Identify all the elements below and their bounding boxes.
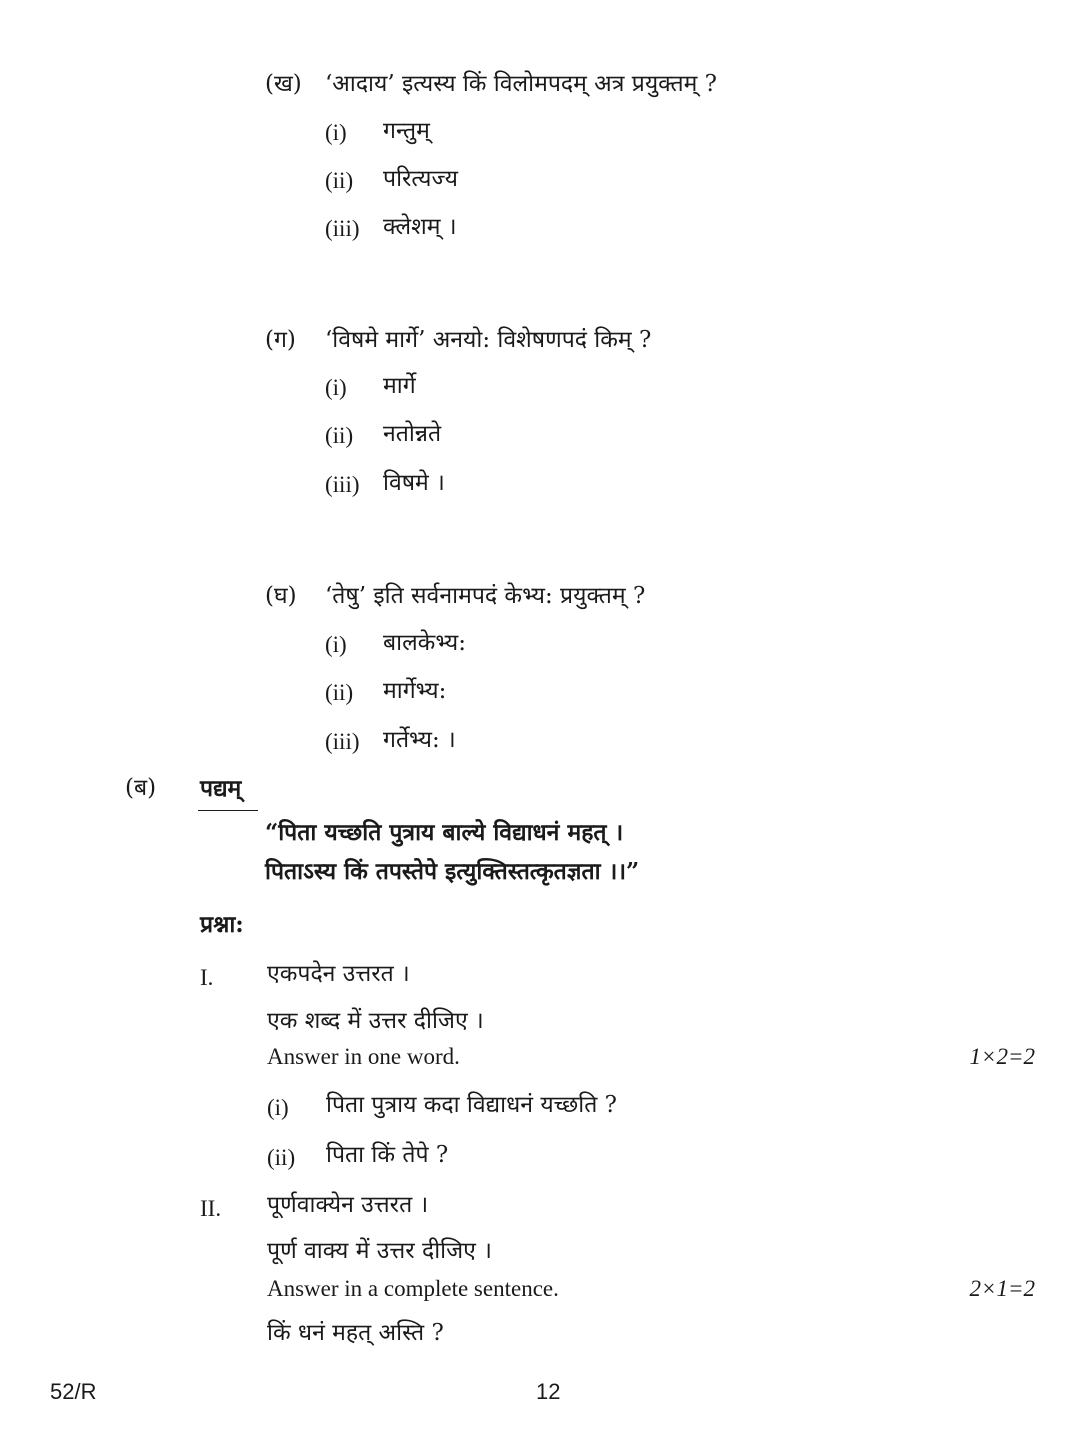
verse-line-1: “पिता यच्छति पुत्राय बाल्ये विद्याधनं महत् । [265, 819, 624, 846]
verse-line-2: पिताऽस्य किं तपस्तेपे इत्युक्तिस्तत्कृतज्ञता ।।” [265, 858, 640, 885]
question-gha-option-3-label: (iii) [325, 729, 360, 754]
question-kha-option-3-label: (iii) [325, 216, 360, 241]
question-kha-text: ‘आदाय’ इत्यस्य किं विलोमपदम् अत्र प्रयुक्तम् ? [325, 71, 718, 97]
section-ba-label: (ब) [125, 775, 157, 801]
question-ga-label: (ग) [265, 327, 296, 353]
question-gha-label: (घ) [265, 583, 297, 609]
part-2-instruction-english: Answer in a complete sentence. [267, 1276, 559, 1301]
question-ga-option-2-label: (ii) [325, 423, 354, 448]
part-1-instruction-english: Answer in one word. [267, 1044, 460, 1069]
question-ga-text: ‘विषमे मार्गे’ अनयो: विशेषणपदं किम् ? [325, 327, 652, 353]
part-1-item-2-text: पिता किं तेपे ? [326, 1142, 449, 1168]
question-gha-option-1-label: (i) [325, 632, 347, 657]
question-gha-text: ‘तेषु’ इति सर्वनामपदं केभ्य: प्रयुक्तम् ? [325, 583, 646, 609]
part-2-marks: 2×1=2 [969, 1276, 1035, 1301]
part-2-instruction-hindi: पूर्ण वाक्य में उत्तर दीजिए । [267, 1238, 492, 1264]
question-ga-option-3-text: विषमे । [383, 470, 445, 496]
question-kha-option-1-text: गन्तुम् [383, 118, 430, 144]
prashna-heading: प्रश्ना: [200, 911, 244, 938]
question-ga-option-1-label: (i) [325, 375, 347, 400]
part-1-item-1-text: पिता पुत्राय कदा विद्याधनं यच्छति ? [326, 1092, 617, 1118]
question-gha-option-2-label: (ii) [325, 680, 354, 705]
part-1-item-2-label: (ii) [267, 1145, 296, 1170]
question-kha-option-1-label: (i) [325, 120, 347, 145]
part-1-instruction-sanskrit: एकपदेन उत्तरत । [267, 961, 410, 987]
question-gha-option-2-text: मार्गेभ्य: [383, 678, 447, 704]
part-1-item-1-label: (i) [267, 1095, 289, 1120]
question-kha-label: (ख) [265, 71, 302, 97]
question-gha-option-3-text: गर्तेभ्य: । [383, 727, 456, 753]
page-number: 12 [536, 1379, 561, 1404]
section-heading-underline [198, 810, 258, 811]
part-1-marks: 1×2=2 [969, 1044, 1035, 1069]
question-ga-option-1-text: मार्गे [383, 373, 416, 399]
question-kha-option-2-text: परित्यज्य [383, 166, 458, 192]
part-1-number: I. [200, 965, 214, 990]
part-2-instruction-sanskrit: पूर्णवाक्येन उत्तरत । [267, 1192, 429, 1218]
question-gha-option-1-text: बालकेभ्य: [383, 630, 467, 656]
part-1-instruction-hindi: एक शब्द में उत्तर दीजिए । [267, 1008, 484, 1034]
question-kha-option-3-text: क्लेशम् । [383, 214, 457, 240]
section-ba-heading: पद्यम् [200, 775, 242, 802]
question-kha-option-2-label: (ii) [325, 168, 354, 193]
paper-code: 52/R [50, 1379, 97, 1404]
question-ga-option-2-text: नतोन्नते [383, 421, 442, 447]
question-ga-option-3-label: (iii) [325, 472, 360, 497]
part-2-question: किं धनं महत् अस्ति ? [267, 1320, 444, 1346]
part-2-number: II. [200, 1196, 222, 1221]
